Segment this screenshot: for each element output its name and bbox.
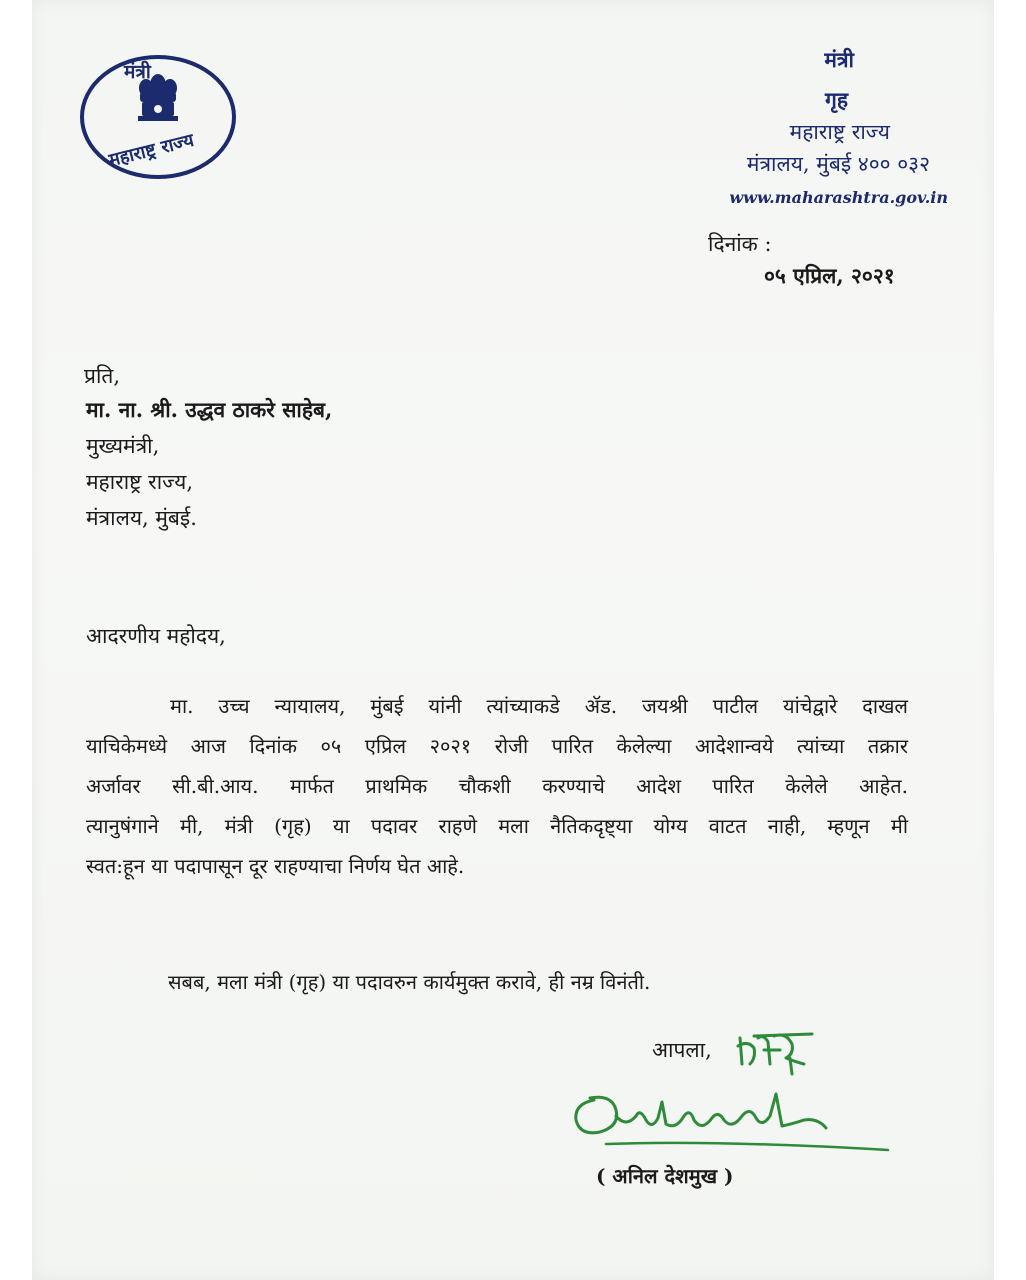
- salutation: आदरणीय महोदय,: [86, 624, 226, 648]
- handwritten-initials-icon: [734, 1024, 818, 1080]
- signer-name: ( अनिल देशमुख ): [596, 1164, 734, 1188]
- date-label: दिनांक :: [708, 232, 772, 256]
- paragraph-line: अर्जावर सी.बी.आय. मार्फत प्राथमिक चौकशी करण्याचे आदेश पारित केलेले आहेत.: [86, 774, 908, 798]
- letterhead-address: मंत्रालय, मुंबई ४०० ०३२: [746, 152, 930, 176]
- recipient-prefix: प्रति,: [84, 364, 121, 388]
- date-value: ०५ एप्रिल, २०२१: [764, 263, 895, 288]
- letterhead-department: गृह: [825, 87, 848, 112]
- recipient-designation: मुख्यमंत्री,: [86, 434, 160, 458]
- letterhead-state: महाराष्ट्र राज्य: [789, 120, 890, 144]
- paragraph-line: त्यानुषंगाने मी, मंत्री (गृह) या पदावर राहणे मला नैतिकदृष्ट्या योग्य वाटत नाही, म्हणून मी: [86, 814, 908, 838]
- letterhead-website: www.maharashtra.gov.in: [729, 188, 948, 207]
- signature-icon: [566, 1080, 896, 1160]
- recipient-address: मंत्रालय, मुंबई.: [86, 506, 197, 530]
- paragraph-line: स्वत:हून या पदापासून दूर राहण्याचा निर्णय घेत आहे.: [86, 854, 465, 878]
- seal-bottom-text: महाराष्ट्र राज्य: [106, 129, 196, 172]
- seal-top-text: मंत्री: [124, 61, 151, 83]
- body-paragraph-1: [86, 686, 908, 886]
- paragraph-line: मा. उच्च न्यायालय, मुंबई यांनी त्यांच्याकडे ॲड. जयश्री पाटील यांचेद्वारे दाखल: [170, 694, 908, 718]
- closing-text: आपला,: [652, 1038, 712, 1062]
- government-seal: [78, 52, 238, 182]
- seal-emblem-icon: [78, 52, 238, 182]
- body-paragraph-2: सबब, मला मंत्री (गृह) या पदावरुन कार्यमुक्त करावे, ही नम्र विनंती.: [168, 970, 651, 994]
- recipient-state: महाराष्ट्र राज्य,: [86, 470, 194, 494]
- letterhead-minister: मंत्री: [824, 47, 854, 72]
- recipient-name: मा. ना. श्री. उद्धव ठाकरे साहेब,: [86, 397, 333, 422]
- paragraph-line: याचिकेमध्ये आज दिनांक ०५ एप्रिल २०२१ रोजी पारित केलेल्या आदेशान्वये त्यांच्या तक्रार: [86, 734, 908, 758]
